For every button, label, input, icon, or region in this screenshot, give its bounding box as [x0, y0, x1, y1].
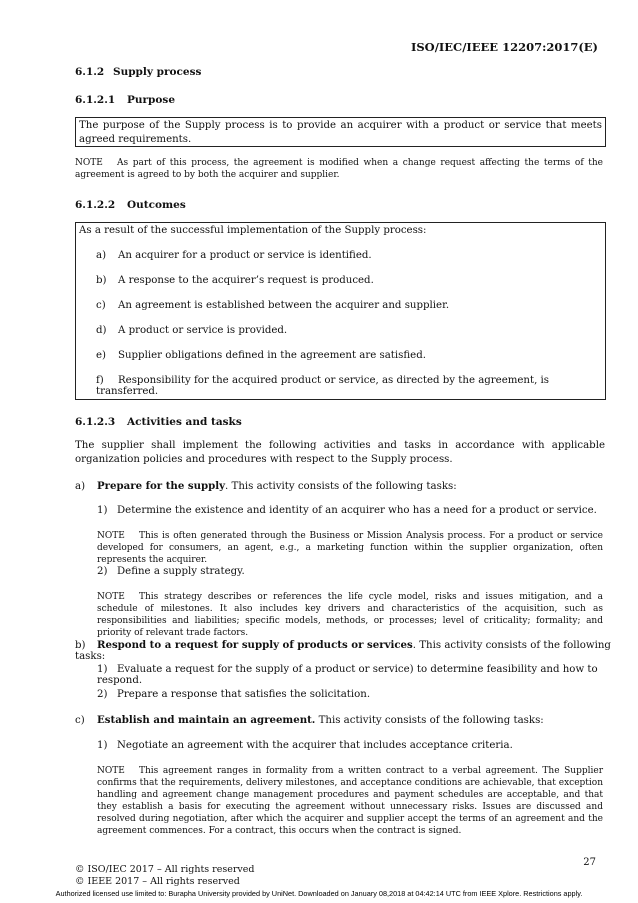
- note-a2: [97, 591, 603, 639]
- section-6-1-2-2-heading: [75, 199, 186, 211]
- standard-header: ISO/IEC/IEEE 12207:2017(E): [411, 40, 598, 54]
- outcome-item: a) An acquirer for a product or service is identified.: [96, 250, 372, 261]
- outcome-item: b) A response to the acquirer’s request is produced.: [96, 275, 374, 286]
- purpose-box: [75, 117, 606, 147]
- outcome-item: d) A product or service is provided.: [96, 325, 288, 336]
- note-a1: [97, 530, 603, 566]
- note-1: [75, 157, 603, 181]
- note-label: NOTE: [75, 158, 103, 168]
- task-b2: 2) Prepare a response that satisfies the solicitation.: [97, 689, 371, 700]
- section-6-1-2-3-heading: [75, 416, 242, 428]
- note-label: NOTE: [97, 592, 125, 602]
- section-number: 6.1.2.2: [75, 199, 116, 211]
- section-6-1-2-1-heading: [75, 94, 175, 106]
- task-a2: 2) Define a supply strategy.: [97, 566, 245, 577]
- note-label: NOTE: [97, 766, 125, 776]
- outcome-item: e) Supplier obligations defined in the agreement are satisfied.: [96, 350, 426, 361]
- outcomes-intro: As a result of the successful implementation of the Supply process:: [79, 225, 427, 236]
- activity-a: a) Prepare for the supply. This activity consists of the following tasks:: [75, 480, 457, 492]
- note-label: NOTE: [97, 531, 125, 541]
- note-text: As part of this process, the agreement is modified when a change request affecting the terms of the agreement is agreed to by both the acquirer and supplier.: [75, 158, 603, 180]
- section-title: Activities and tasks: [127, 416, 242, 428]
- task-c1: 1) Negotiate an agreement with the acquirer that includes acceptance criteria.: [97, 740, 513, 751]
- outcome-item: c) An agreement is established between the acquirer and supplier.: [96, 300, 450, 311]
- note-text: This agreement ranges in formality from a written contract to a verbal agreement. The Supplier confirms that the requirements, delivery milestones, and acceptance conditions are achievable, that exception handling and agreement change management procedures and payment schedules are acceptable, and that they establish a basis for executing the agreement without unnecessary risks. Issues are discussed and resolved during negotiation, after which the acquirer and supplier accept the terms of an agreement and the agreement commences. For a contract, this occurs when the contract is signed.: [97, 766, 603, 836]
- purpose-text: The purpose of the Supply process is to provide an acquirer with a product or service that meets agreed requirements.: [79, 120, 602, 145]
- license-notice: Authorized licensed use limited to: Burapha University provided by UniNet. Downloaded on January 08,2018 at 04:42:14 UTC from IEEE Xplore. Restrictions apply.: [55, 889, 583, 898]
- page-number: 27: [583, 857, 596, 868]
- outcomes-box: [75, 222, 606, 400]
- note-text: This is often generated through the Business or Mission Analysis process. For a product or service developed for consumers, an agent, e.g., a marketing function within the supplier organization, often represents the acquirer.: [97, 531, 603, 565]
- activity-b: b) Respond to a request for supply of products or services. This activity consists of the following tasks:: [75, 639, 611, 662]
- note-text: This strategy describes or references the life cycle model, risks and issues mitigation, and a schedule of milestones. It also includes key drivers and characteristics of the acquisition, such as responsibilities and liabilities; specific models, methods, or processes; level of criticality; formality; and priority of relevant trade factors.: [97, 592, 603, 638]
- copyright-iso: © ISO/IEC 2017 – All rights reserved: [75, 864, 255, 875]
- section-number: 6.1.2.1: [75, 94, 116, 106]
- activity-c: c) Establish and maintain an agreement. This activity consists of the following tasks:: [75, 714, 544, 726]
- copyright-ieee: © IEEE 2017 – All rights reserved: [75, 876, 240, 887]
- outcome-item: f) Responsibility for the acquired product or service, as directed by the agreement, is transferred.: [96, 375, 550, 397]
- task-a1: 1) Determine the existence and identity of an acquirer who has a need for a product or service.: [97, 505, 597, 516]
- section-number: 6.1.2.3: [75, 416, 116, 428]
- task-b1: 1) Evaluate a request for the supply of a product or service) to determine feasibility and how to respond.: [97, 664, 598, 686]
- note-c1: [97, 765, 603, 837]
- section-title: Purpose: [127, 94, 175, 106]
- activities-intro: The supplier shall implement the following activities and tasks in accordance with applicable organization policies and procedures with respect to the Supply process.: [75, 440, 605, 465]
- section-number: 6.1.2: [75, 66, 105, 78]
- section-6-1-2-heading: [75, 66, 201, 78]
- section-title: Outcomes: [127, 199, 186, 211]
- section-title: Supply process: [113, 66, 202, 78]
